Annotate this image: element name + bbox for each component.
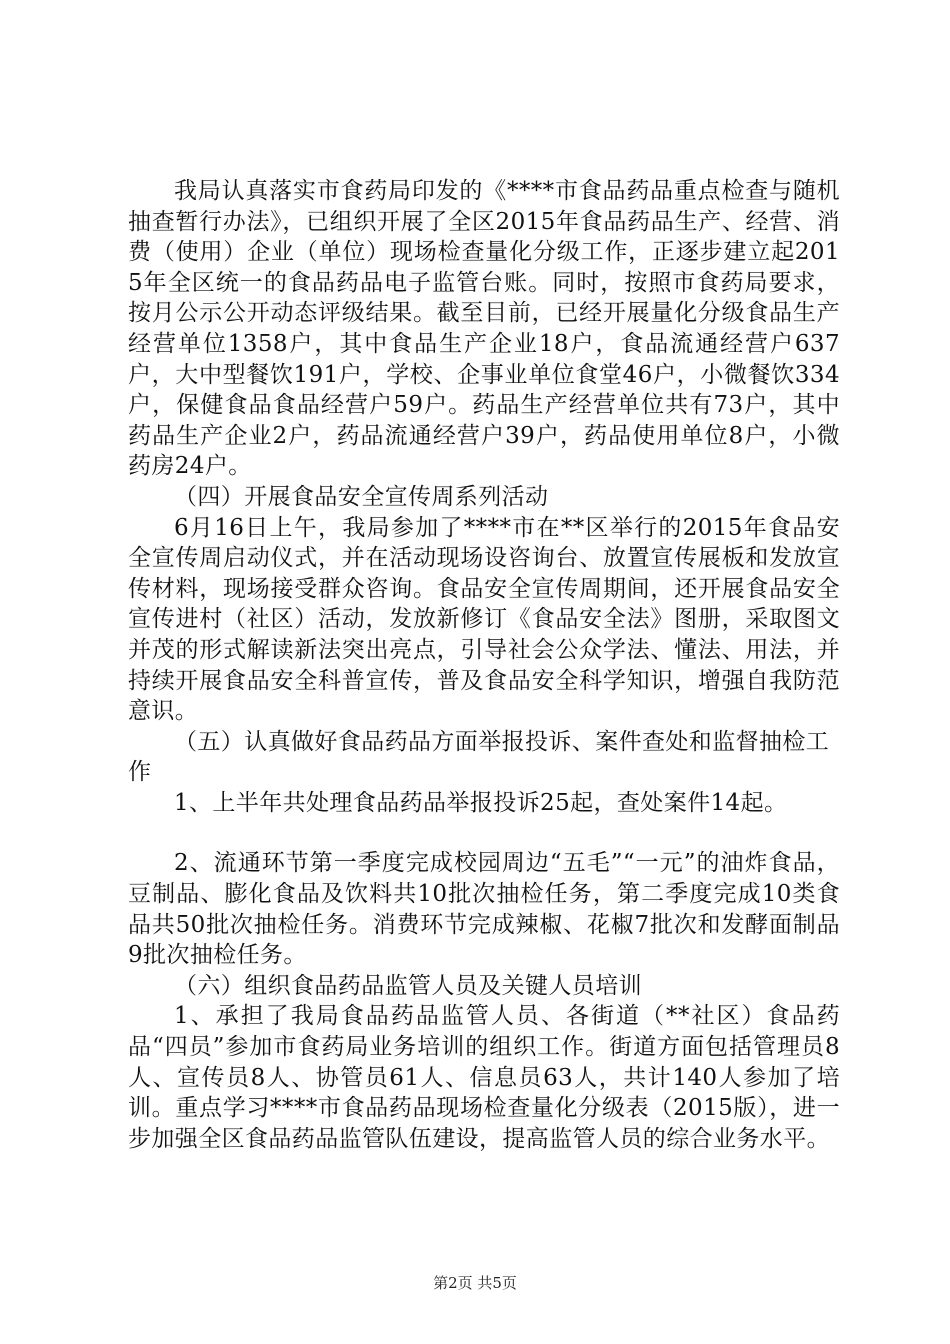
paragraph-gap xyxy=(128,818,840,848)
section-heading-5: （五）认真做好食品药品方面举报投诉、案件查处和监督抽检工作 xyxy=(128,728,830,786)
document-body xyxy=(128,176,840,1154)
paragraph-quantified-grading: 我局认真落实市食药局印发的《****市食品药品重点检查与随机抽查暂行办法》，已组织开展了全区2015年食品药品生产、经营、消费（使用）企业（单位）现场检查量化分级工作，正逐步建立起2015年全区统一的食品药品电子监管台账。同时，按照市食药局要求，按月公示公开动态评级结果。截至目前，已经开展量化分级食品生产经营单位1358户，其中食品生产企业18户，食品流通经营户637户，大中型餐饮191户，学校、企事业单位食堂46户，小微餐饮334户，保健食品食品经营户59户。药品生产经营单位共有73户，其中药品生产企业2户，药品流通经营户39户，药品使用单位8户，小微药房24户。 xyxy=(128,178,840,480)
page-footer: 第2页 共5页 xyxy=(433,1274,517,1292)
paragraph-sampling: 2、流通环节第一季度完成校园周边“五毛”“一元”的油炸食品，豆制品、膨化食品及饮料共10批次抽检任务，第二季度完成10类食品共50批次抽检任务。消费环节完成辣椒、花椒7批次和发酵面制品9批次抽检任务。 xyxy=(128,850,840,969)
section-heading-4: （四）开展食品安全宣传周系列活动 xyxy=(174,483,549,510)
paragraph-complaints: 1、上半年共处理食品药品举报投诉25起，查处案件14起。 xyxy=(174,789,788,816)
paragraph-training: 1、承担了我局食品药品监管人员、各街道（**社区）食品药品“四员”参加市食药局业务培训的组织工作。街道方面包括管理员8人、宣传员8人、协管员61人、信息员63人，共计140人参加了培训。重点学习****市食品药品现场检查量化分级表（2015版），进一步加强全区食品药品监管队伍建设，提高监管人员的综合业务水平。 xyxy=(128,1003,840,1152)
section-heading-6: （六）组织食品药品监管人员及关键人员培训 xyxy=(174,972,642,999)
paragraph-safety-week: 6月16日上午，我局参加了****市在**区举行的2015年食品安全宣传周启动仪式，并在活动现场设咨询台、放置宣传展板和发放宣传材料，现场接受群众咨询。食品安全宣传周期间，还开展食品安全宣传进村（社区）活动，发放新修订《食品安全法》图册，采取图文并茂的形式解读新法突出亮点，引导社会公众学法、懂法、用法，并持续开展食品安全科普宣传，普及食品安全科学知识，增强自我防范意识。 xyxy=(128,514,840,725)
